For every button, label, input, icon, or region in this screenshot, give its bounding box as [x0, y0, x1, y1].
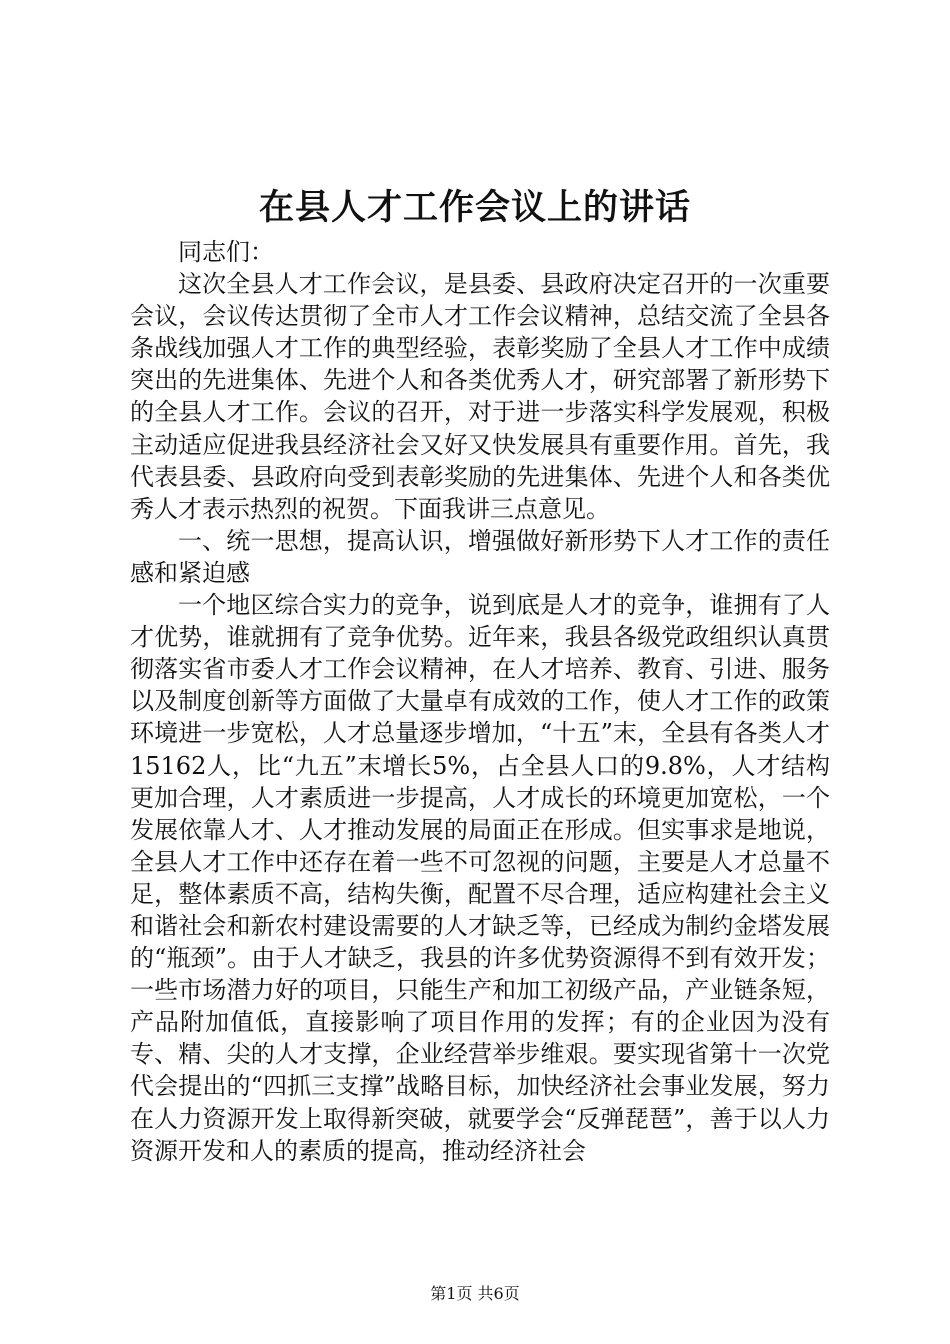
salutation: 同志们：: [178, 238, 274, 266]
body-paragraph: 这次全县人才工作会议，是县委、县政府决定召开的一次重要会议，会议传达贯彻了全市人才工作会议精神，总结交流了全县各条战线加强人才工作的典型经验，表彰奖励了全县人才工作中成绩突出的先进集体、先进个人和各类优秀人才，研究部署了新形势下的全县人才工作。会议的召开，对于进一步落实科学发展观，积极主动适应促进我县经济社会又好又快发展具有重要作用。首先，我代表县委、县政府向受到表彰奖励的先进集体、先进个人和各类优秀人才表示热烈的祝贺。下面我讲三点意见。: [130, 270, 830, 523]
document-title: 在县人才工作会议上的讲话: [258, 187, 691, 228]
body-paragraph: 一个地区综合实力的竞争，说到底是人才的竞争，谁拥有了人才优势，谁就拥有了竞争优势。近年来，我县各级党政组织认真贯彻落实省市委人才工作会议精神，在人才培养、教育、引进、服务以及制度创新等方面做了大量卓有成效的工作，使人才工作的政策环境进一步宽松，人才总量逐步增加，“十五”末，全县有各类人才15162人，比“九五”末增长5%，占全县人口的9.8%，人才结构更加合理，人才素质进一步提高，人才成长的环境更加宽松，一个发展依靠人才、人才推动发展的局面正在形成。但实事求是地说，全县人才工作中还存在着一些不可忽视的问题，主要是人才总量不足，整体素质不高，结构失衡，配置不尽合理，适应构建社会主义和谐社会和新农村建设需要的人才缺乏等，已经成为制约金塔发展的“瓶颈”。由于人才缺乏，我县的许多优势资源得不到有效开发；一些市场潜力好的项目，只能生产和加工初级产品，产业链条短，产品附加值低，直接影响了项目作用的发挥；有的企业因为没有专、精、尖的人才支撑，企业经营举步维艰。要实现省第十一次党代会提出的“四抓三支撑”战略目标，加快经济社会事业发展，努力在人力资源开发上取得新突破，就要学会“反弹琵琶”，善于以人力资源开发和人的素质的提高，推动经济社会: [130, 591, 830, 1165]
document-body: [130, 236, 830, 1167]
section-heading: 一、统一思想，提高认识，增强做好新形势下人才工作的责任感和紧迫感: [130, 526, 830, 587]
page-footer: 第1页 共6页: [430, 1284, 520, 1303]
